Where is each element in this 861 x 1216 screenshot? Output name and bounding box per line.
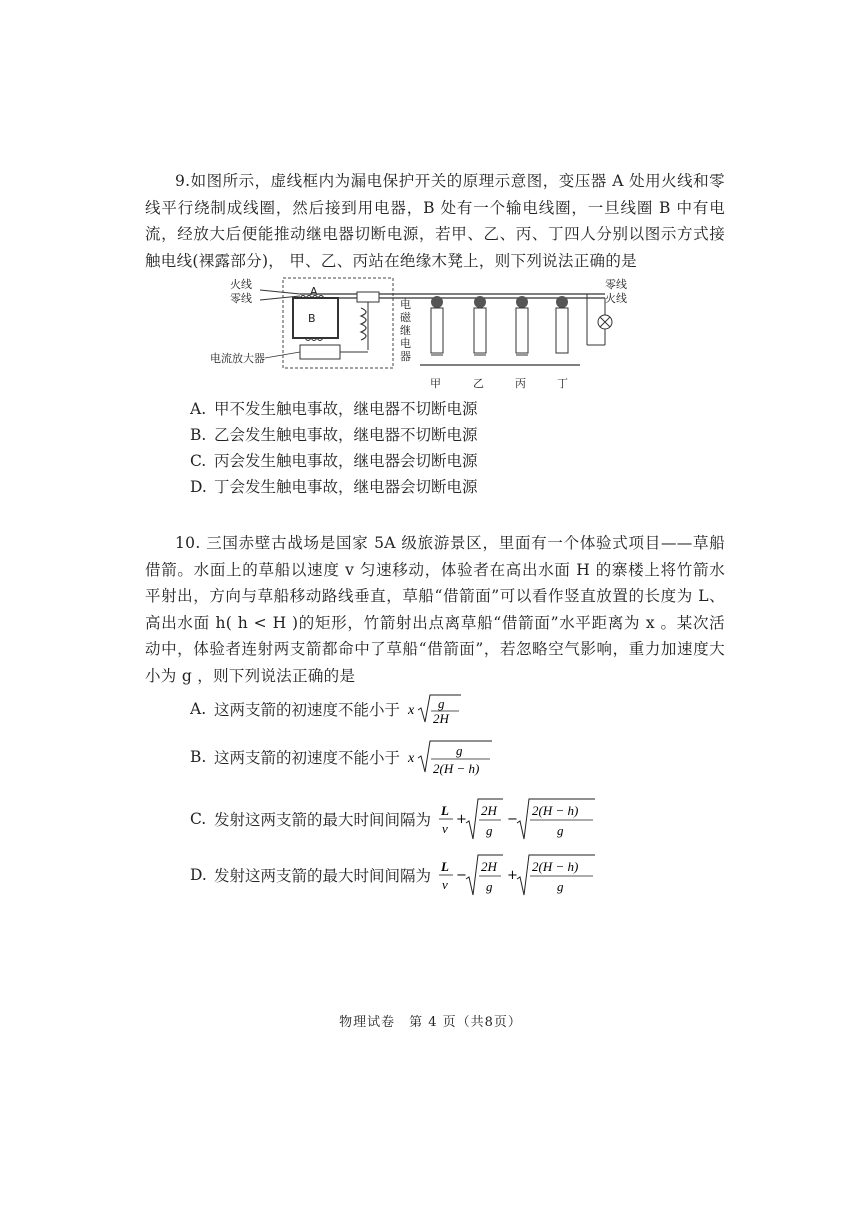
person-label-ding: 丁 bbox=[557, 377, 568, 390]
q9-circuit-diagram bbox=[205, 270, 645, 395]
page-footer: 物理试卷 第 4 页（共8页） bbox=[339, 1015, 522, 1030]
live-left-label: 火线 bbox=[230, 278, 252, 291]
svg-text:L: L bbox=[441, 859, 449, 874]
option-label: C. bbox=[190, 810, 207, 828]
q10-option-d bbox=[190, 851, 597, 899]
svg-text:2(H − h): 2(H − h) bbox=[433, 761, 480, 776]
option-text: 这两支箭的初速度不能小于 bbox=[214, 749, 401, 767]
neutral-left-label: 零线 bbox=[230, 292, 252, 305]
option-label: D. bbox=[190, 478, 207, 496]
svg-text:g: g bbox=[557, 823, 564, 838]
svg-text:−: − bbox=[507, 812, 518, 827]
svg-text:2H: 2H bbox=[433, 711, 449, 726]
svg-text:+: + bbox=[456, 812, 467, 827]
label-a: A bbox=[310, 285, 318, 298]
q9-option-d bbox=[190, 476, 478, 498]
svg-text:g: g bbox=[557, 879, 564, 894]
svg-text:x: x bbox=[408, 703, 415, 718]
circuit-svg bbox=[205, 270, 645, 395]
formula-d bbox=[437, 851, 597, 899]
person-bing bbox=[516, 296, 528, 355]
q9-option-b bbox=[190, 424, 478, 446]
person-label-jia: 甲 bbox=[430, 377, 441, 390]
person-yi bbox=[474, 296, 486, 355]
neutral-right-label: 零线 bbox=[605, 278, 627, 291]
label-b: B bbox=[308, 312, 316, 325]
relay-label: 电磁继电器 bbox=[400, 298, 411, 363]
option-label: A. bbox=[190, 700, 207, 718]
svg-text:g: g bbox=[456, 743, 463, 758]
svg-text:v: v bbox=[442, 877, 448, 892]
amplifier-label: 电流放大器 bbox=[210, 352, 265, 365]
svg-text:2H: 2H bbox=[481, 803, 497, 818]
option-label: D. bbox=[190, 866, 207, 884]
svg-text:2H: 2H bbox=[481, 859, 497, 874]
option-label: A. bbox=[190, 400, 207, 418]
option-text: 发射这两支箭的最大时间间隔为 bbox=[214, 811, 432, 829]
q9-option-c bbox=[190, 450, 478, 472]
option-label: B. bbox=[190, 426, 207, 444]
person-jia bbox=[431, 296, 443, 355]
svg-text:L: L bbox=[441, 803, 449, 818]
q10-stem: 10. 三国赤壁古战场是国家 5A 级旅游景区，里面有一个体验式项目——草船借箭。水面上的草船以速度 v 匀速移动，体验者在高出水面 H 的寨楼上将竹箭水平射出，方向与草船移动路线垂直，草船“借箭面”可以看作竖直放置的长度为 L、高出水面 h( h < H )的矩形，竹箭射出点离草船“借箭面”水平距离为 x 。某次活动中，体验者连射两支箭都命中了草船“借箭面”，若忽略空气影响，重力加速度大小为 g ，则下列说法正确的是 bbox=[145, 534, 725, 685]
svg-text:v: v bbox=[442, 821, 448, 836]
svg-text:−: − bbox=[456, 868, 467, 883]
live-right-label: 火线 bbox=[605, 292, 627, 305]
formula-b bbox=[406, 738, 496, 776]
formula-c bbox=[437, 795, 597, 843]
option-label: B. bbox=[190, 748, 207, 766]
q9-stem: 9.如图所示，虚线框内为漏电保护开关的原理示意图，变压器 A 处用火线和零线平行绕制成线圈，然后接到用电器，B 处有一个输电线圈，一旦线圈 B 中有电流，经放大后便能推动继电器切断电源，若甲、乙、丙、丁四人分别以图示方式接触电线(裸露部分)， 甲、乙、丙站在绝缘木凳上，则下列说法正确的是 bbox=[145, 172, 725, 270]
q10-option-a bbox=[190, 692, 466, 726]
q10-option-c bbox=[190, 795, 597, 843]
option-label: C. bbox=[190, 452, 207, 470]
svg-text:g: g bbox=[486, 823, 493, 838]
q9-option-a bbox=[190, 398, 478, 420]
person-ding bbox=[556, 296, 568, 353]
q10-option-b bbox=[190, 738, 496, 776]
option-text: 丁会发生触电事故，继电器会切断电源 bbox=[214, 478, 478, 496]
svg-text:x: x bbox=[408, 751, 415, 766]
amplifier-box bbox=[300, 345, 340, 359]
option-text: 丙会发生触电事故，继电器会切断电源 bbox=[214, 452, 478, 470]
svg-text:2(H − h): 2(H − h) bbox=[532, 803, 579, 818]
svg-text:+: + bbox=[507, 868, 518, 883]
svg-text:g: g bbox=[486, 879, 493, 894]
svg-text:g: g bbox=[438, 696, 445, 711]
option-text: 乙会发生触电事故，继电器不切断电源 bbox=[214, 426, 478, 444]
relay-coil bbox=[361, 308, 366, 340]
option-text: 甲不发生触电事故，继电器不切断电源 bbox=[214, 400, 478, 418]
svg-text:2(H − h): 2(H − h) bbox=[532, 859, 579, 874]
person-label-yi: 乙 bbox=[473, 377, 484, 390]
person-label-bing: 丙 bbox=[515, 377, 526, 390]
formula-a bbox=[406, 692, 466, 726]
option-text: 这两支箭的初速度不能小于 bbox=[214, 701, 401, 719]
option-text: 发射这两支箭的最大时间间隔为 bbox=[214, 867, 432, 885]
